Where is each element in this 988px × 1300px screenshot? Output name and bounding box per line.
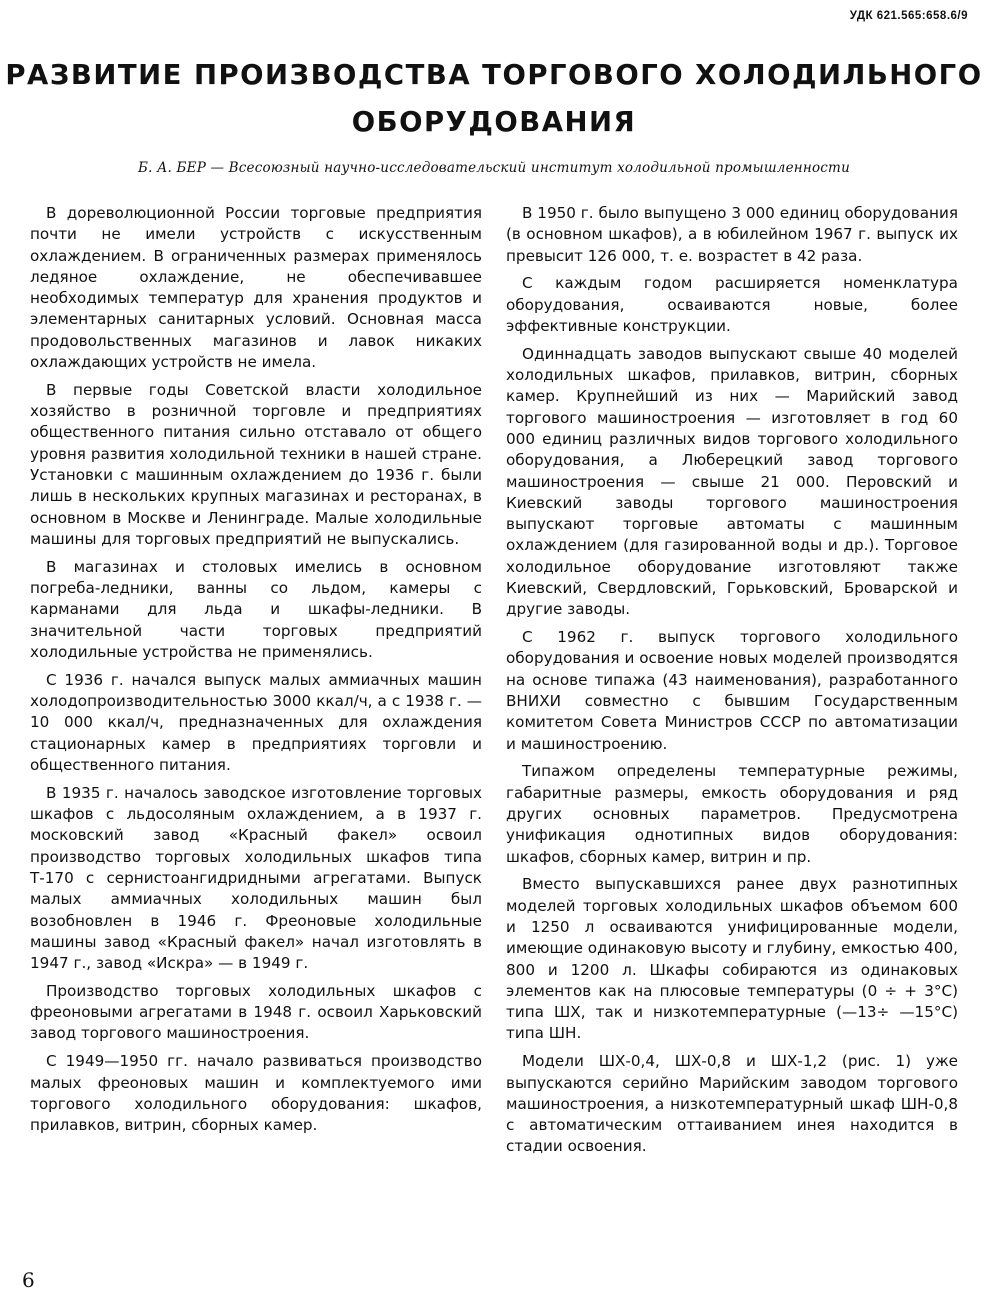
article-title <box>0 52 988 146</box>
paragraph: В 1950 г. было выпущено 3 000 единиц оборудования (в основном шкафов), а в юбилейном 1967 г. выпуск их превысит 126 000, т. е. возрастет в 42 раза. <box>506 204 958 265</box>
paragraph: Одиннадцать заводов выпускают свыше 40 моделей холодильных шкафов, прилавков, витрин, сборных камер. Крупнейший из них — Марийский завод торгового машиностроения — изготовляет в год 60 000 единиц различных видов торгового холодильного оборудования, а Люберецкий завод торгового машиностроения — свыше 21 000. Перовский и Киевский заводы торгового машиностроения выпускают торговые автоматы с машинным охлаждением (для газированной воды и др.). Торговое холодильное оборудование изготовляют также Киевский, Свердловский, Горьковский, Броварской и другие заводы. <box>506 344 958 619</box>
title-line-2: ОБОРУДОВАНИЯ <box>351 106 637 138</box>
left-column <box>30 203 482 1143</box>
paragraph: В магазинах и столовых имелись в основном погреба-ледники, ванны со льдом, камеры с карманами для льда и шкафы-ледники. В значительной части торговых предприятий холодильные устройства не применялись. <box>30 557 482 661</box>
paragraph: Модели ШХ-0,4, ШХ-0,8 и ШХ-1,2 (рис. 1) уже выпускаются серийно Марийским заводом торгового машиностроения, а низкотемпературный шкаф ШН-0,8 с автоматическим оттаиванием инея находится в стадии освоения. <box>506 1052 958 1156</box>
paragraph: Производство торговых холодильных шкафов с фреоновыми агрегатами в 1948 г. освоил Харьковский завод торгового машиностроения. <box>30 981 482 1043</box>
udk-code: УДК 621.565:658.6/9 <box>849 10 968 22</box>
paragraph: В дореволюционной России торговые предприятия почти не имели устройств с искусственным охлаждением. В ограниченных размерах применялось ледяное охлаждение, не обеспечивавшее необходимых температур для хранения продуктов и элементарных санитарных условий. Основная масса продовольственных магазинов и лавок никаких охлаждающих устройств не имела. <box>30 204 482 372</box>
paragraph: Вместо выпускавшихся ранее двух разнотипных моделей торговых холодильных шкафов объемом 600 и 1250 л осваиваются унифицированные модели, имеющие одинаковую высоту и глубину, емкостью 400, 800 и 1200 л. Шкафы собираются из одинаковых элементов как на плюсовые температуры (0 ÷ + 3°С) типа ШХ, так и низкотемпературные (—13÷ —15°С) типа ШН. <box>506 875 958 1043</box>
paragraph: В первые годы Советской власти холодильное хозяйство в розничной торговле и предприятиях общественного питания сильно отставало от общего уровня развития холодильной техники в нашей стране. Установки с машинным охлаждением до 1936 г. были лишь в нескольких крупных магазинах и ресторанах, в основном в Москве и Ленинграде. Малые холодильные машины для торговых предприятий не выпускались. <box>30 380 482 548</box>
author-byline: Б. А. БЕР — Всесоюзный научно-исследовательский институт холодильной промышленности <box>138 160 850 176</box>
right-column <box>506 203 958 1164</box>
paragraph: С каждым годом расширяется номенклатура оборудования, осваиваются новые, более эффективные конструкции. <box>506 274 958 335</box>
paragraph: Типажом определены температурные режимы, габаритные размеры, емкость оборудования и ряд других основных параметров. Предусмотрена унификация однотипных видов оборудования: шкафов, сборных камер, витрин и пр. <box>506 762 958 866</box>
paragraph: В 1935 г. началось заводское изготовление торговых шкафов с льдосоляным охлаждением, а в 1937 г. московский завод «Красный факел» освоил производство торговых холодильных шкафов типа Т-170 с сернистоангидридными агрегатами. Выпуск малых аммиачных холодильных машин был возобновлен в 1946 г. Фреоновые холодильные машины завод «Красный факел» начал изготовлять в 1947 г., завод «Искра» — в 1949 г. <box>30 783 482 973</box>
paragraph: С 1962 г. выпуск торгового холодильного оборудования и освоение новых моделей производятся на основе типажа (43 наименования), разработанного ВНИХИ совместно с бывшим Государственным комитетом Совета Министров СССР по автоматизации и машиностроению. <box>506 628 958 753</box>
page-number: 6 <box>22 1268 35 1292</box>
paragraph: С 1936 г. начался выпуск малых аммиачных машин холодопроизводительностью 3000 ккал/ч, а с 1938 г. — 10 000 ккал/ч, предназначенных для охлаждения стационарных камер в предприятиях торговли и общественного питания. <box>30 670 482 774</box>
paragraph: С 1949—1950 гг. начало развиваться производство малых фреоновых машин и комплектуемого ими торгового холодильного оборудования: шкафов, прилавков, витрин, сборных камер. <box>30 1052 482 1135</box>
title-line-1: РАЗВИТИЕ ПРОИЗВОДСТВА ТОРГОВОГО ХОЛОДИЛЬНОГО <box>5 59 983 91</box>
